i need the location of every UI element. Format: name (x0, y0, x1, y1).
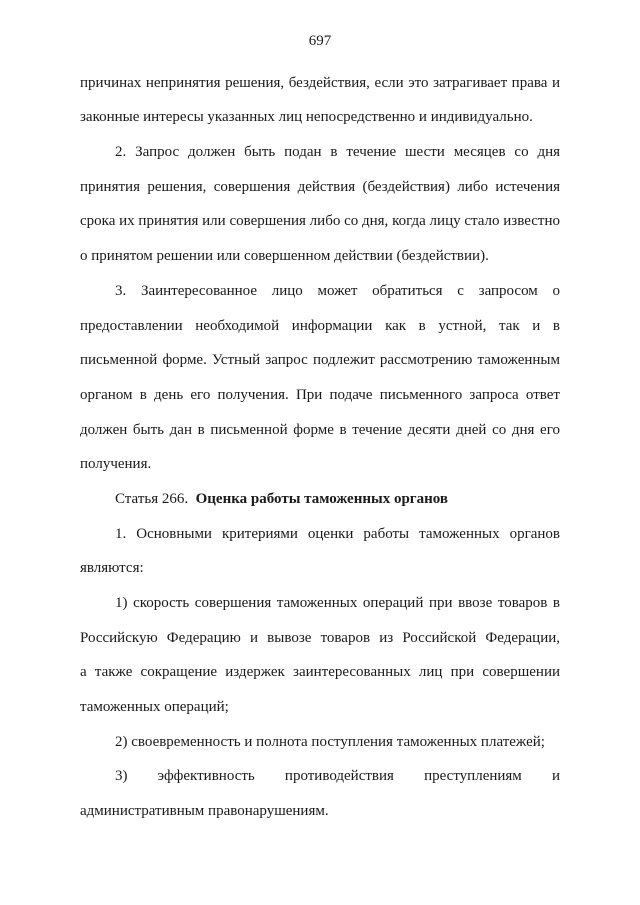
text-line: 3) эффективность противодействия преступлениям и (115, 768, 560, 784)
text-line: о принятом решении или совершенном действии (бездействии). (80, 248, 489, 264)
text-line: предоставлении необходимой информации как в устной, так и в (80, 318, 560, 334)
article-title: Оценка работы таможенных органов (195, 491, 448, 507)
text-line: принятия решения, совершения действия (бездействия) либо истечения (80, 179, 560, 195)
page-number: 697 (308, 33, 332, 49)
text-line: Российскую Федерацию и вывозе товаров из Российской Федерации, (80, 630, 560, 646)
text-line: являются: (80, 560, 144, 576)
text-line: 1) скорость совершения таможенных операций при ввозе товаров в (115, 595, 560, 611)
text-line: 1. Основными критериями оценки работы таможенных органов (115, 526, 560, 542)
text-line: причинах непринятия решения, бездействия, если это затрагивает права и (80, 75, 560, 91)
text-line: а также сокращение издержек заинтересованных лиц при совершении (80, 664, 560, 680)
text-line: 2. Запрос должен быть подан в течение шести месяцев со дня (115, 144, 560, 160)
text-line: 2) своевременность и полнота поступления таможенных платежей; (115, 734, 545, 750)
article-number: Статья 266. (115, 491, 189, 507)
text-line: получения. (80, 456, 152, 472)
text-line: органом в день его получения. При подаче письменного запроса ответ (80, 387, 560, 403)
article-heading (115, 490, 560, 508)
text-line: законные интересы указанных лиц непосредственно и индивидуально. (80, 109, 533, 125)
text-line: должен быть дан в письменной форме в течение десяти дней со дня его (80, 422, 560, 438)
text-line: срока их принятия или совершения либо со дня, когда лицу стало известно (80, 213, 560, 229)
text-line: письменной форме. Устный запрос подлежит рассмотрению таможенным (80, 352, 560, 368)
text-line: административным правонарушениям. (80, 803, 329, 819)
text-line: таможенных операций; (80, 699, 229, 715)
text-line: 3. Заинтересованное лицо может обратиться с запросом о (115, 283, 560, 299)
